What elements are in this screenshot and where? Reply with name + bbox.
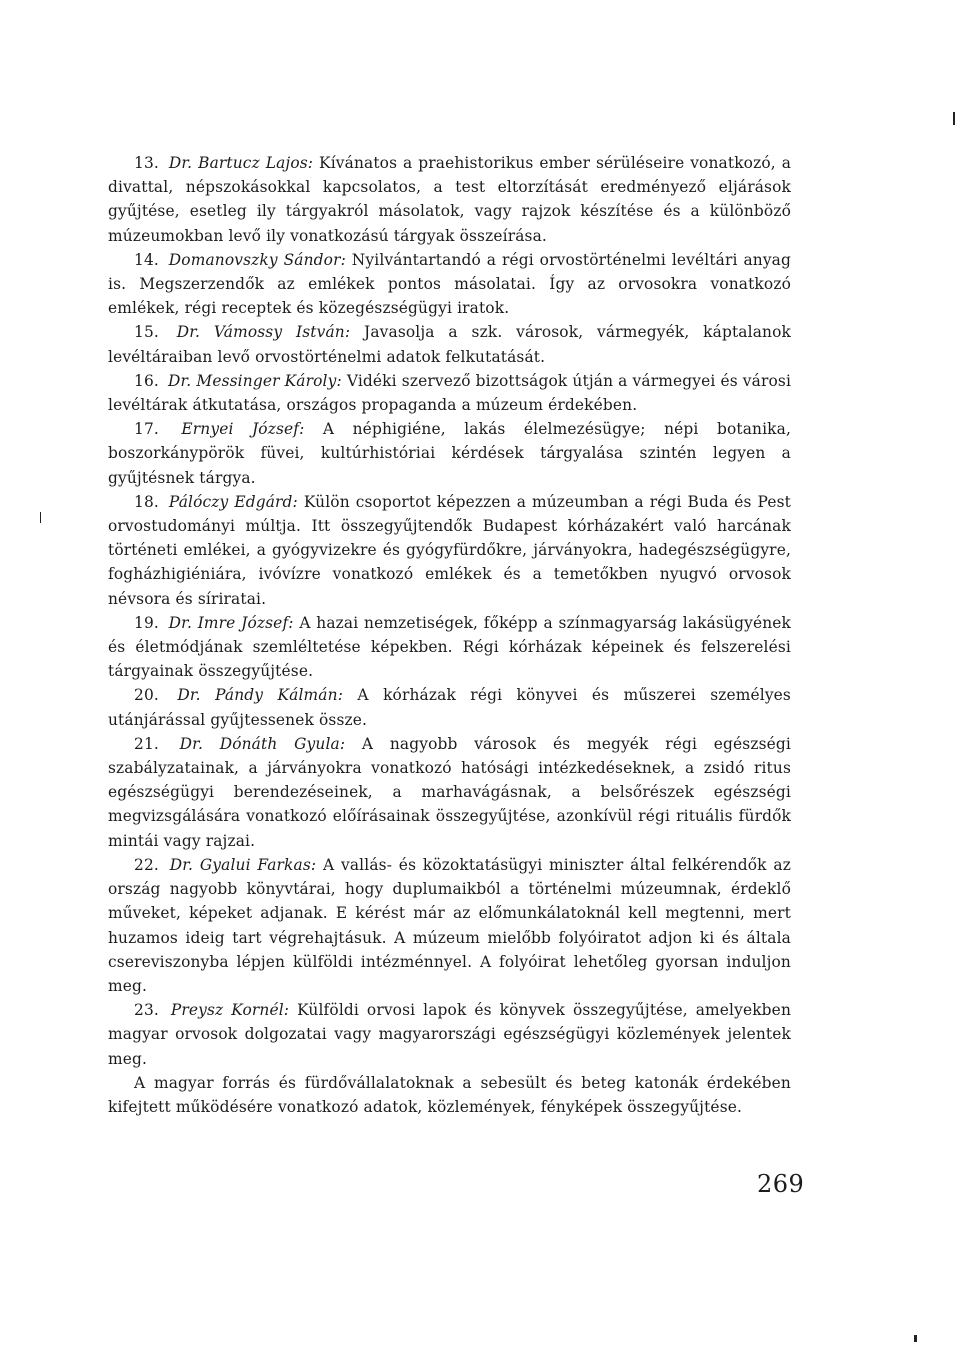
item-number: 13. (134, 154, 159, 172)
list-item (108, 417, 791, 490)
item-title: Dr. (168, 154, 193, 172)
item-number: 23. (134, 1001, 159, 1020)
item-author: Bartucz Lajos: (198, 154, 314, 172)
item-text: Külön csoportot képezzen a múzeumban a régi Buda és Pest orvostudományi múltja. Itt összegyűjtendők Budapest kórházakért való harcának történeti emlékei, a gyógyvizekre és gyógyfürdőkre, járványokra, hadegészségügyre, fogházhigiéniára, ivóvízre vonatkozó emlékek és a temetőkben nyugvó orvosok névsora és síriratai. (108, 492, 791, 608)
list-item (108, 732, 791, 853)
list-item (108, 320, 791, 368)
list-item (108, 611, 791, 684)
item-number: 18. (134, 492, 159, 511)
item-title: Dr. (179, 734, 203, 753)
item-title: Dr. (169, 855, 194, 874)
item-text: A nagyobb városok és megyék régi egészségi szabályzatainak, a járványokra vonatkozó hatósági intézkedéseknek, a zsidó ritus egészségügyi berendezéseinek, a marhavágásnak, a belsőrészek egészségi megvizsgálására vonatkozó előírásainak összegyűjtése, azonkívül régi rituális fürdők mintái vagy rajzai. (108, 734, 791, 850)
list-item (108, 853, 791, 998)
list-item (108, 151, 791, 248)
item-author: Ernyei József: (181, 420, 305, 439)
item-number: 21. (134, 734, 159, 753)
item-text: A néphigiéne, lakás élelmezésügye; népi botanika, boszorkánypörök füvei, kultúrhistóriai kérdések tárgyalása szintén legyen a gyűjtésnek tárgya. (108, 420, 791, 487)
page-number: 269 (757, 1170, 805, 1198)
item-author: Dónáth Gyula: (219, 734, 346, 753)
item-author: Preysz Kornél: (170, 1001, 290, 1020)
item-text: A vallás- és közoktatásügyi miniszter által felkérendők az ország nagyobb könyvtárai, hogy duplumaikból a történelmi múzeumnak, érdeklő műveket, képeket adjanak. E kérést már az előmunkálatoknál kell megtenni, mert huzamos ideig tart végrehajtásuk. A múzeum mielőbb folyóiratot adjon ki és általa csereviszonyba lépjen külföldi intézménnyel. A folyóirat lehetőleg gyorsan induljon meg. (108, 855, 792, 995)
item-text: A hazai nemzetiségek, főképp a színmagyarság lakásügyének és életmódjának szemléltetése képekben. Régi kórházak képeinek és felszerelési tárgyainak összegyűjtése. (108, 613, 791, 681)
item-number: 22. (134, 855, 159, 874)
item-author: Vámossy István: (213, 323, 351, 342)
item-author: Pálóczy Edgárd: (168, 492, 298, 511)
item-number: 19. (134, 613, 159, 632)
item-text: Külföldi orvosi lapok és könyvek összegyűjtése, amelyekben magyar orvosok dolgozatai vagy magyarországi egészségügyi közlemények jelentek meg. (108, 1001, 792, 1068)
item-text: Kívánatos a praehistorikus ember sérüléseire vonatkozó, a divattal, népszokásokkal kapcsolatos, a test eltorzítását eredményező eljárások gyűjtése, esetleg ily tárgyakról másolatok, vagy rajzok készítése és a különböző múzeumokban levő ily vonatkozású tárgyak összeírása. (108, 154, 792, 245)
scan-mark (953, 112, 955, 125)
list-item (108, 998, 791, 1071)
item-author: Imre József: (197, 613, 294, 632)
item-number: 20. (134, 686, 159, 705)
list-item (108, 248, 791, 321)
item-author: Messinger Károly: (196, 371, 342, 390)
item-title: Dr. (176, 323, 201, 342)
item-author: Domanovszky Sándor: (168, 250, 346, 269)
item-author: Pándy Kálmán: (215, 686, 344, 705)
item-number: 15. (134, 323, 159, 342)
body-text (108, 151, 791, 1119)
item-text: Javasolja a szk. városok, vármegyék, káptalanok levéltáraiban levő orvostörténelmi adatok felkutatását. (108, 323, 791, 366)
closing-paragraph: A magyar forrás és fürdővállalatoknak a sebesült és beteg katonák érdekében kifejtett működésére vonatkozó adatok, közlemények, fényképek összegyűjtése. (108, 1073, 791, 1116)
list-item (108, 490, 791, 611)
item-title: Dr. (168, 371, 192, 390)
item-text: Vidéki szervező bizottságok útján a vármegyei és városi levéltárak átkutatása, országos propaganda a múzeum érdekében. (108, 371, 792, 415)
item-number: 14. (134, 250, 159, 269)
scan-mark (914, 1335, 917, 1342)
item-number: 17. (134, 420, 159, 439)
item-author: Gyalui Farkas: (199, 855, 317, 874)
list-item (108, 369, 791, 417)
item-text: Nyilvántartandó a régi orvostörténelmi levéltári anyag is. Megszerzendők az emlékek pontos másolatai. Így az orvosokra vonatkozó emlékek, régi receptek és közegészségügyi iratok. (108, 250, 792, 318)
item-text: A kórházak régi könyvei és műszerei személyes utánjárással gyűjtessenek össze. (108, 686, 791, 729)
item-title: Dr. (177, 686, 201, 705)
item-number: 16. (134, 371, 159, 390)
item-title: Dr. (168, 613, 192, 632)
list-item (108, 683, 791, 731)
scan-mark (40, 512, 41, 523)
